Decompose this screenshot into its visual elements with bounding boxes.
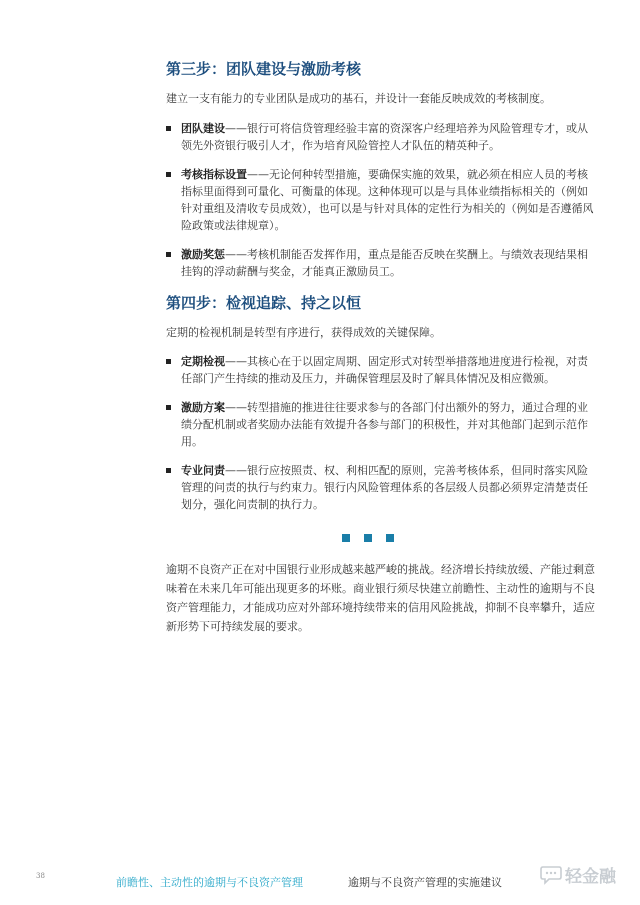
separator-square-icon xyxy=(364,534,372,542)
bullet-text: ——银行应按照责、权、利相匹配的原则，完善考核体系，但同时落实风险管理的问责的执行与约束力。银行内风险管理体系的各层级人员都必须界定清楚责任划分，强化问责制的执行力。 xyxy=(181,464,588,511)
bullet-item xyxy=(166,166,596,234)
bullet-text: ——其核心在于以固定周期、固定形式对转型举措落地进度进行检视，对责任部门产生持续的推动及压力，并确保管理层及时了解具体情况及相应微颁。 xyxy=(181,355,588,385)
bullet-item xyxy=(166,246,596,280)
section-separator xyxy=(342,534,394,542)
bullet-text: ——无论何种转型措施，要确保实施的效果，就必须在相应人员的考核指标里面得到可量化、可衡量的体现。这种体现可以是与具体业绩指标相关的（例如针对重组及清收专员成效），也可以是与针对具体的定性行为相关的（例如是否遵循风险政策或法律规章）。 xyxy=(181,168,594,232)
bullet-list-step3 xyxy=(166,120,596,292)
bullet-term: 定期检视 xyxy=(181,355,225,368)
section-intro-step4: 定期的检视机制是转型有序进行，获得成效的关键保障。 xyxy=(166,326,441,339)
square-bullet-icon xyxy=(166,359,171,364)
bullet-item xyxy=(166,462,596,513)
bullet-term: 激励方案 xyxy=(181,401,225,414)
bullet-term: 专业问责 xyxy=(181,464,225,477)
square-bullet-icon xyxy=(166,172,171,177)
bullet-list-step4 xyxy=(166,353,596,525)
separator-square-icon xyxy=(386,534,394,542)
page-number: 38 xyxy=(36,872,45,880)
footer-chapter-title: 逾期与不良资产管理的实施建议 xyxy=(348,876,502,889)
watermark-text: 轻金融 xyxy=(565,867,616,887)
watermark xyxy=(540,862,616,887)
chat-bubble-icon xyxy=(540,865,562,885)
separator-square-icon xyxy=(342,534,350,542)
bullet-term: 激励奖惩 xyxy=(181,248,225,261)
bullet-item xyxy=(166,399,596,450)
bullet-text: ——银行可将信贷管理经验丰富的资深客户经理培养为风险管理专才，或从领先外资银行吸引人才，作为培育风险管控人才队伍的精英种子。 xyxy=(181,122,588,152)
square-bullet-icon xyxy=(166,405,171,410)
bullet-term: 团队建设 xyxy=(181,122,225,135)
section-heading-step3: 第三步：团队建设与激励考核 xyxy=(166,60,362,78)
footer-report-title: 前瞻性、主动性的逾期与不良资产管理 xyxy=(116,876,303,889)
bullet-item xyxy=(166,353,596,387)
square-bullet-icon xyxy=(166,126,171,131)
square-bullet-icon xyxy=(166,252,171,257)
section-heading-step4: 第四步：检视追踪、持之以恒 xyxy=(166,294,362,312)
conclusion-paragraph: 逾期不良资产正在对中国银行业形成越来越严峻的挑战。经济增长持续放缓、产能过剩意味着在未来几年可能出现更多的坏账。商业银行须尽快建立前瞻性、主动性的逾期与不良资产管理能力，才能成功应对外部环境持续带来的信用风险挑战，抑制不良率攀升，适应新形势下可持续发展的要求。 xyxy=(166,563,595,633)
bullet-text: ——转型措施的推进往往要求参与的各部门付出额外的努力，通过合理的业绩分配机制或者奖励办法能有效提升各参与部门的积极性，并对其他部门起到示范作用。 xyxy=(181,401,588,448)
bullet-item xyxy=(166,120,596,154)
bullet-text: ——考核机制能否发挥作用，重点是能否反映在奖酬上。与绩效表现结果相挂钩的浮动薪酬与奖金，才能真正激励员工。 xyxy=(181,248,588,278)
square-bullet-icon xyxy=(166,468,171,473)
bullet-term: 考核指标设置 xyxy=(181,168,247,181)
section-intro-step3: 建立一支有能力的专业团队是成功的基石，并设计一套能反映成效的考核制度。 xyxy=(166,92,551,105)
